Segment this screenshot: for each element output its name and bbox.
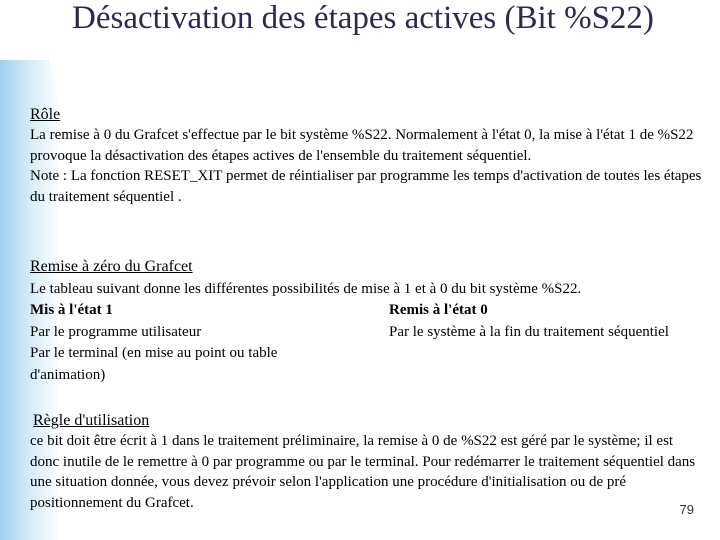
set-column	[30, 300, 320, 386]
role-section	[30, 125, 705, 207]
reset-column-header: Remis à l'état 0	[389, 302, 488, 318]
page-number: 79	[679, 502, 694, 517]
role-note: Note : La fonction RESET_XIT permet de réintialiser par programme les temps d'activation de toutes les étapes du traitement séquentiel .	[30, 168, 702, 205]
rule-text: ce bit doit être écrit à 1 dans le traitement préliminaire, la remise à 0 de %S22 est géré par le système; il est donc inutile de le remettre à 0 par programme ou par le terminal. Pour redémarrer le traitement séquentiel dans une situation donnée, vous devez prévoir selon l'application une procédure d'initialisation ou de pré positionnement du Grafcet.	[30, 433, 696, 511]
reset-heading: Remise à zéro du Grafcet	[30, 258, 193, 275]
reset-column	[389, 300, 689, 343]
set-column-header: Mis à l'état 1	[30, 302, 113, 318]
slide-title: Désactivation des étapes actives (Bit %S22)	[72, 0, 654, 36]
role-text: La remise à 0 du Grafcet s'effectue par le bit système %S22. Normalement à l'état 0, la mise à l'état 1 de %S22 provoque la désactivation des étapes actives de l'ensemble du traitement séquentiel.	[30, 127, 694, 164]
left-decoration-cap	[0, 0, 48, 60]
role-heading: Rôle	[30, 106, 61, 123]
set-item: Par le programme utilisateur	[30, 323, 202, 340]
reset-item: Par le système à la fin du traitement séquentiel	[389, 323, 669, 340]
reset-intro: Le tableau suivant donne les différentes possibilités de mise à 1 et à 0 du bit système %S22.	[30, 281, 582, 297]
rule-heading: Règle d'utilisation	[33, 412, 150, 429]
set-item: Par le terminal (en mise au point ou table d'animation)	[30, 345, 278, 383]
